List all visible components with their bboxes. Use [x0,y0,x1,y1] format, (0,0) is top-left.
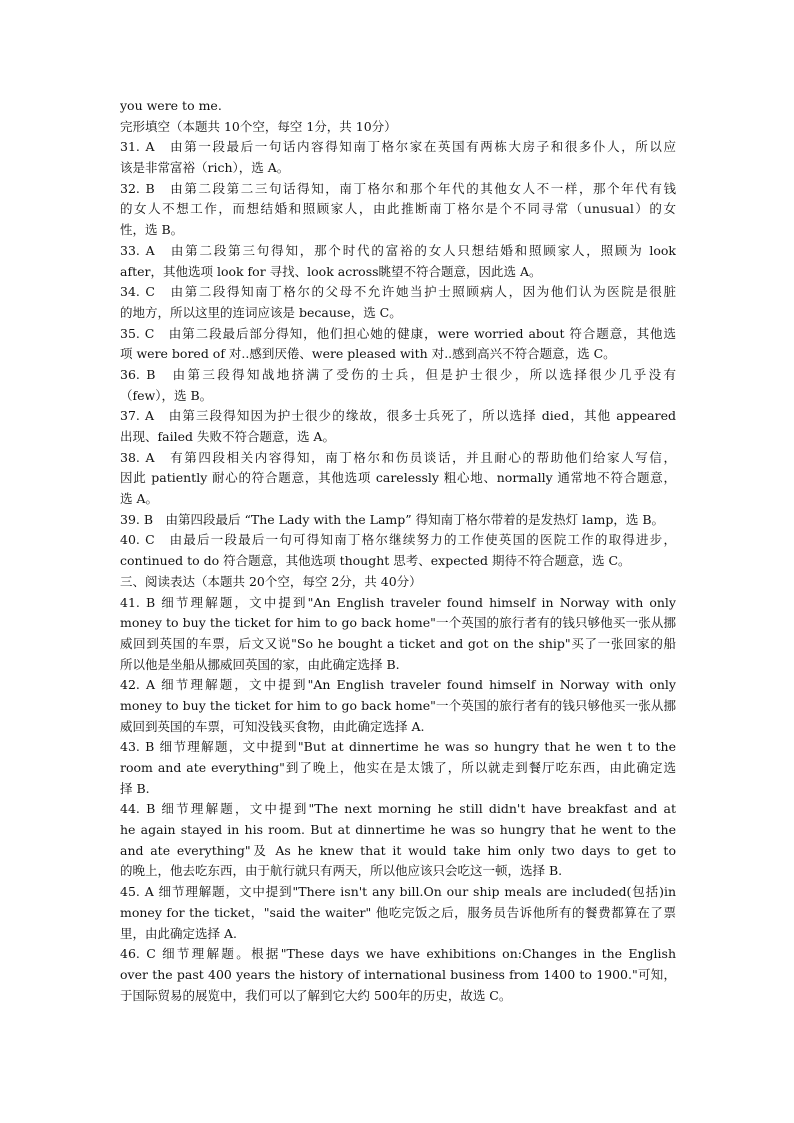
text-line: 46. C 细节理解题。根据"These days we have exhibitions on:Changes in the English [120,946,676,962]
text-line: 威回到英国的车票，后文又说"So he bought a ticket and got on the ship"买了一张回家的船 [120,635,676,651]
text-line: 44. B 细节理解题，文中提到"The next morning he still didn't have breakfast and at [120,801,676,817]
text-line: 38. A 有第四段相关内容得知，南丁格尔和伤员谈话，并且耐心的帮助他们给家人写信， [120,449,676,465]
text-line: room and ate everything"到了晚上，他实在是太饿了，所以就走到餐厅吃东西，由此确定选 [120,760,676,775]
text-line: （few），选 B。 [120,387,213,403]
text-line: 42. A 细节理解题，文中提到"An English traveler found himself in Norway with only [120,677,676,693]
text-line: 三、阅读表达（本题共 20个空，每空 2分，共 40分） [120,573,422,589]
text-line: continued to do 符合题意，其他选项 thought 思考、expected 期待不符合题意，选 C。 [120,553,631,569]
text-line: 的地方，所以这里的连词应该是 because，选 C。 [120,304,402,320]
text-line: 择 B. [120,780,150,796]
text-line: 的晚上，他去吃东西，由于航行就只有两天，所以他应该只会吃这一顿，选择 B. [120,863,563,879]
text-line: over the past 400 years the history of international business from 1400 to 1900."可知， [120,966,676,982]
text-line: 39. B 由第四段最后 “The Lady with the Lamp” 得知南丁格尔带着的是发热灯 lamp，选 B。 [120,511,665,527]
text-line: he again stayed in his room. But at dinnertime he was so hungry that he went to the [120,822,676,838]
text-line: 所以他是坐船从挪威回英国的家，由此确定选择 B. [120,656,400,672]
text-line: 40. C 由最后一段最后一句可得知南丁格尔继续努力的工作使英国的医院工作的取得进步， [120,532,676,548]
text-line: 36. B 由第三段得知战地挤满了受伤的士兵，但是护士很少，所以选择很少几乎没有 [120,366,676,382]
text-line: 33. A 由第二段第三句得知，那个时代的富裕的女人只想结婚和照顾家人，照顾为 look [120,242,676,258]
text-line: 35. C 由第二段最后部分得知，他们担心她的健康，were worried about 符合题意，其他选 [120,325,676,341]
text-line: 选 A。 [120,491,159,507]
text-line: 因此 patiently 耐心的符合题意，其他选项 carelessly 粗心地、normally 通常地不符合题意， [120,470,676,486]
text-line: 32. B 由第二段第二三句话得知，南丁格尔和那个年代的其他女人不一样，那个年代有钱 [120,180,676,196]
text-line: 项 were bored of 对..感到厌倦、were pleased with 对..感到高兴不符合题意，选 C。 [120,346,616,362]
text-line: 的女人不想工作，而想结婚和照顾家人，由此推断南丁格尔是个不同寻常（unusual）的女 [120,201,676,217]
text-line: after，其他选项 look for 寻找、look across眺望不符合题意，因此选 A。 [120,263,542,279]
text-line: 于国际贸易的展览中，我们可以了解到它大约 500年的历史，故选 C。 [120,987,512,1003]
text-line: 34. C 由第二段得知南丁格尔的父母不允许她当护士照顾病人，因为他们认为医院是很脏 [120,284,676,300]
text-line: 37. A 由第三段得知因为护士很少的缘故，很多士兵死了，所以选择 died，其他 appeared [120,408,676,424]
text-line: 里，由此确定选择 A. [120,925,237,941]
text-line: 威回到英国的车票，可知没钱买食物，由此确定选择 A. [120,718,425,734]
text-line: money for the ticket，"said the waiter" 他吃完饭之后，服务员告诉他所有的餐费都算在了票 [120,904,676,920]
text-line: 出现、failed 失败不符合题意，选 A。 [120,429,335,444]
text-line: money to buy the ticket for him to go back home"一个英国的旅行者有的钱只够他买一张从挪 [120,697,676,713]
text-line: 该是非常富裕（rich），选 A。 [120,160,290,176]
text-line: 完形填空（本题共 10个空，每空 1分，共 10分） [120,118,397,134]
text-line: 43. B 细节理解题，文中提到"But at dinnertime he was so hungry that he wen t to the [120,739,676,755]
text-line: 41. B 细节理解题，文中提到"An English traveler found himself in Norway with only [120,594,676,610]
text-line: you were to me. [120,98,222,113]
text-line: and ate everything"及 As he knew that it would take him only two days to get to [120,842,676,858]
text-line: 31. A 由第一段最后一句话内容得知南丁格尔家在英国有两栋大房子和很多仆人，所以应 [120,139,676,155]
text-line: 性，选 B。 [120,222,184,238]
text-line: 45. A 细节理解题，文中提到"There isn't any bill.On our ship meals are included(包括)in [120,884,676,900]
answer-document [120,96,676,1006]
text-line: money to buy the ticket for him to go back home"一个英国的旅行者有的钱只够他买一张从挪 [120,615,676,631]
